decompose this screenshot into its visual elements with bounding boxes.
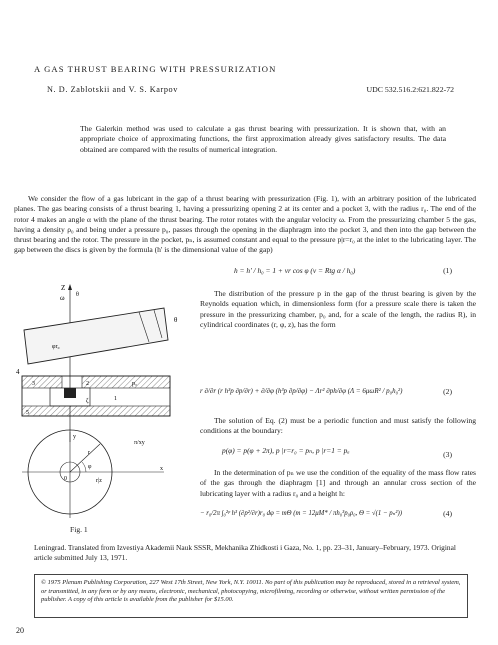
phi-arc (82, 462, 86, 472)
page-number: 20 (16, 626, 24, 635)
paragraph-reynolds: The distribution of the pressure p in the gap of the thrust bearing is given by the Reynolds equation which, in dimensionless form (for a pressure scale there is taken the pressure in the pressurizing chamber, p₀ and, for a scale of the length, the radius R), in cylindrical coordinates (r, φ, z), has the form (200, 289, 476, 329)
label-pa: pₐ (132, 381, 137, 387)
equation-2-text: r ∂/∂r (r h³p ∂p/∂r) + ∂/∂φ (h³p ∂p/∂φ) − Λr² ∂ph/∂φ (Λ = 6μωR² / p₀h₀²) (200, 387, 403, 395)
figure-caption: Fig. 1 (70, 525, 88, 534)
rotor-block (24, 308, 168, 364)
z-axis-arrow (68, 284, 72, 290)
label-5: 5 (26, 410, 29, 416)
equation-4-number: (4) (443, 509, 452, 518)
paragraph-intro: We consider the flow of a gas lubricant in the gap of a thrust bearing with pressurization (Fig. 1), with an arbitrary position of the lubricated planes. The gas bearing consists of a thrust bearing 1, having a pressurizing opening 2 at its center and a pocket 3, with the radius r₀. The end of the rotor 4 makes an angle α with the plane of the thrust bearing. The rotor rotates with the angular velocity ω. From the pressurizing chamber 5 the gas, having a density ρ₀ and being under a pressure p₀, passes through the opening in the diaphragm into the pocket 3, and then into the gap between the thrust bearing and the rotor. The pressure in the pocket, pₙ, is assumed constant and equal to the pressure p|r=r₀ at the inlet to the lubricating layer. The gap between the discs is given by the formula (h' is the dimensional value of the gap) (14, 194, 476, 255)
authors: N. D. Zablotskii and V. S. Karpov (47, 85, 178, 94)
label-omega: ω (60, 294, 65, 302)
equation-4 (200, 506, 476, 522)
label-y: y (73, 434, 76, 440)
label-zero: 0 (64, 476, 67, 482)
label-r: r (88, 450, 90, 456)
label-riz: r|z (96, 478, 102, 484)
bearing-base-hatched (22, 406, 170, 416)
label-zeta: ζ (86, 398, 89, 404)
label-4: 4 (16, 368, 20, 376)
equation-2-number: (2) (443, 387, 452, 396)
copyright-text: © 1975 Plenum Publishing Corporation, 227 West 17th Street, New York, N.Y. 10011. No part of this publication may be reproduced, stored in a retrieval system, or transmitted, in any form or by any means, electronic, mechanical, photocopying, microfilming, recording or otherwise, without written permission of the publisher. A copy of this article is available from the publisher for $15.00. (41, 579, 461, 604)
label-3: 3 (32, 381, 35, 387)
label-phi: φ (88, 464, 92, 470)
bearing-right-hatched (82, 376, 170, 388)
paragraph-mass-flow: In the determination of pₙ we use the condition of the equality of the mass flow rates of the gas through the diaphragm [1] and through an annular cross section of the lubricating layer with a radius r₀ and a height h: (200, 468, 476, 498)
footnote: Leningrad. Translated from Izvestiya Akademii Nauk SSSR, Mekhanika Zhidkosti i Gaza, No. 1, pp. 23–31, January–February, 1973. Original article submitted July 13, 1971. (34, 543, 456, 562)
label-theta-right: θ (174, 316, 178, 324)
abstract: The Galerkin method was used to calculate a gas thrust bearing with pressurization. It is shown that, with an appropriate choice of approximating functions, the first approximation already gives satisfactory results. The data obtained are compared with the results of numerical integration. (80, 124, 446, 154)
equation-1-text: h = h′ / h₀ = 1 + νr cos φ (ν = Rtg α / h₀) (234, 266, 356, 275)
label-1: 1 (114, 396, 117, 402)
equation-1-number: (1) (443, 266, 452, 275)
equation-3 (200, 446, 476, 458)
label-pixy: π/xy (134, 440, 145, 446)
equation-3-text: p(φ) = p(φ + 2π), p |r=r₀ = pₙ, p |r=1 = pₐ (222, 446, 350, 455)
label-theta: θ (76, 292, 79, 298)
label-z: Z (61, 284, 66, 292)
article-title: A GAS THRUST BEARING WITH PRESSURIZATION (34, 64, 277, 74)
equation-4-text: − r₀/2π ∫₀²ᵖ h³ (∂p²/∂r)r₀ dφ = mΘ (m = 12μM* / πh₀³p₀ρ₀, Θ = √(1 − pₙ²)) (200, 510, 402, 517)
paragraph-boundary: The solution of Eq. (2) must be a periodic function and must satisfy the following conditions at the boundary: (200, 416, 476, 436)
equation-1 (200, 266, 476, 278)
label-2: 2 (86, 381, 89, 387)
equation-3-number: (3) (443, 450, 452, 459)
figure-1-diagram (14, 282, 198, 522)
label-phi-r0: φr₀ (52, 344, 60, 350)
equation-2 (200, 384, 476, 400)
label-x: x (160, 466, 163, 472)
bearing-left-hatched (22, 376, 62, 388)
udc-code: UDC 532.516.2:621.822-72 (366, 85, 454, 94)
pressurizing-opening (64, 388, 76, 398)
radius-line (70, 444, 100, 472)
copyright-box (34, 574, 468, 618)
